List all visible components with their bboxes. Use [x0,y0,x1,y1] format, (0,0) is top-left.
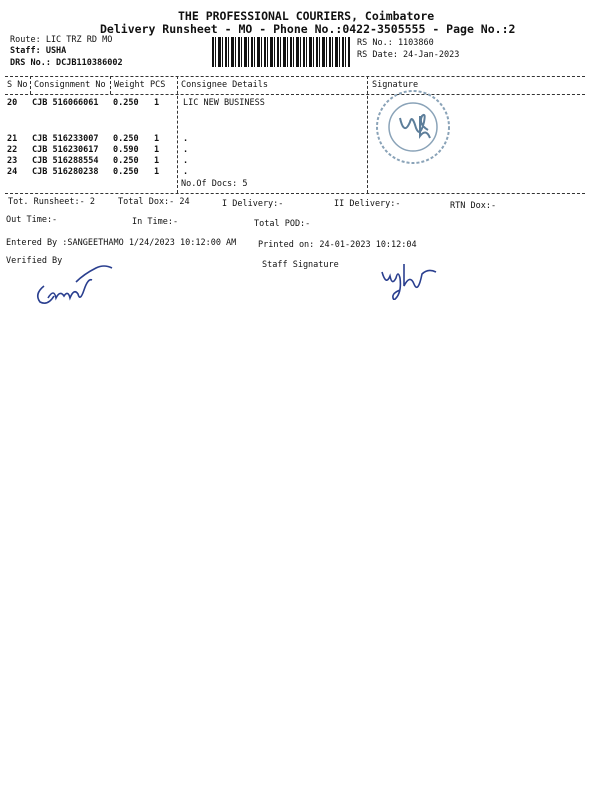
courier-stamp-icon [372,86,454,168]
total-dox: Total Dox:- 24 [118,197,190,207]
row-weight: 0.250 [113,156,139,166]
printed-on: Printed on: 24-01-2023 10:12:04 [258,240,417,250]
staff-signature-label: Staff Signature [262,260,339,270]
row-pcs: 1 [154,156,160,166]
row-consignee: . [183,145,189,155]
row-consignment: CJB 516288554 [32,156,99,166]
verifier-signature-icon [30,256,120,308]
col-divider [367,76,368,193]
row-consignment: CJB 516230617 [32,145,99,155]
header-weight: Weight [114,80,145,90]
row-pcs: 1 [154,145,160,155]
i-delivery: I Delivery:- [222,199,284,209]
header-consignee: Consignee Details [181,80,268,90]
row-sno: 24 [7,167,18,177]
row-weight: 0.590 [113,145,139,155]
route: Route: LIC TRZ RD MO [10,35,113,45]
drs-number: DRS No.: DCJB110386002 [10,58,123,68]
ii-delivery: II Delivery:- [334,199,401,209]
row-sno: 20 [7,98,18,108]
row-consignee: . [183,156,189,166]
total-pod: Total POD:- [254,219,311,229]
row-weight: 0.250 [113,167,139,177]
row-sno: 22 [7,145,18,155]
row-consignment: CJB 516066061 [32,98,99,108]
barcode [212,37,350,67]
runsheet-title: Delivery Runsheet - MO - Phone No.:0422-3505555 - Page No.:2 [100,22,516,36]
col-divider [110,76,111,94]
col-divider [177,76,178,193]
row-pcs: 1 [154,167,160,177]
row-consignment: CJB 516280238 [32,167,99,177]
header-consignment: Consignment No [34,80,106,90]
row-pcs: 1 [154,98,160,108]
col-divider [30,76,31,94]
table-header-rule [5,94,585,95]
table-bottom-rule [5,193,585,194]
row-weight: 0.250 [113,134,139,144]
staff: Staff: USHA [10,46,67,56]
out-time: Out Time:- [6,215,58,225]
row-sno: 23 [7,156,18,166]
row-weight: 0.250 [113,98,139,108]
staff-signature-icon [378,260,450,300]
row-consignee: . [183,167,189,177]
company-title: THE PROFESSIONAL COURIERS, Coimbatore [178,9,435,23]
rs-number: RS No.: 1103860 [357,38,434,48]
header-pcs: PCS [150,80,166,90]
tot-runsheet: Tot. Runsheet:- 2 [8,197,95,207]
rtn-dox: RTN Dox:- [450,201,497,211]
no-of-docs: No.Of Docs: 5 [181,179,248,189]
row-consignee: . [183,134,189,144]
in-time: In Time:- [132,217,179,227]
rs-date: RS Date: 24-Jan-2023 [357,50,460,60]
header-signature: Signature [372,80,419,90]
verified-by: Verified By [6,256,63,266]
row-sno: 21 [7,134,18,144]
header-sno: S No [7,80,28,90]
row-consignment: CJB 516233007 [32,134,99,144]
row-pcs: 1 [154,134,160,144]
table-top-rule [5,76,585,77]
row-consignee: LIC NEW BUSINESS [183,98,265,108]
entered-by: Entered By :SANGEETHAMO 1/24/2023 10:12:00 AM [6,238,237,248]
